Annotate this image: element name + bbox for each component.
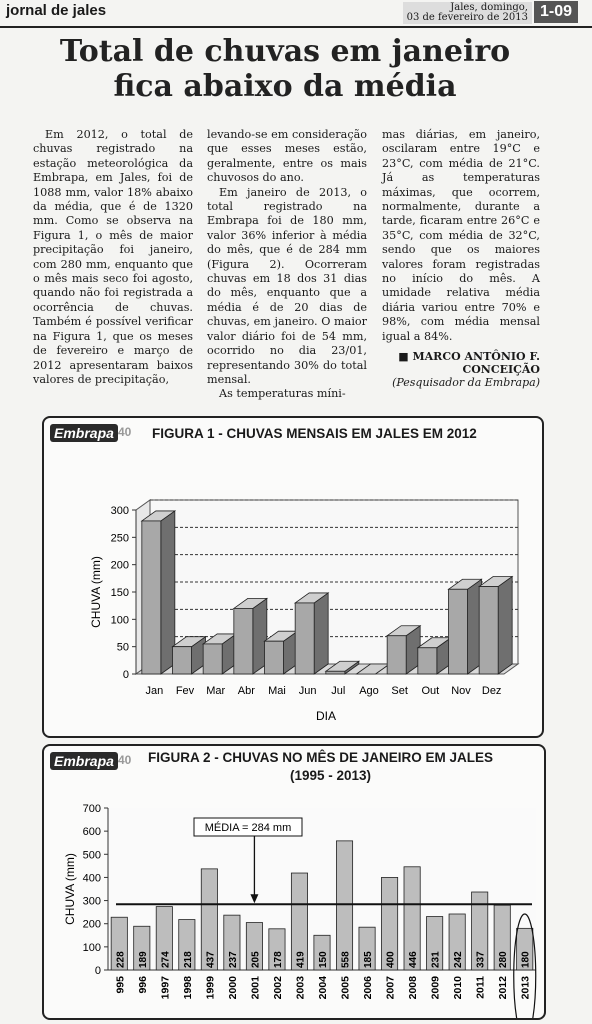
chart2-x-tick-label: 2000: [226, 976, 239, 1000]
chart2-data-label: 218: [182, 951, 194, 968]
chart1-x-tick-label: Dez: [481, 685, 502, 697]
chart2-x-tick-label: 2006: [362, 976, 375, 1000]
article-column-2: [207, 128, 367, 402]
chart2-x-tick-label: 1998: [181, 976, 194, 1000]
chart2-x-tick-label: 2005: [339, 976, 352, 1000]
chart1-x-tick-label: Set: [391, 685, 408, 697]
chart1-x-tick-label: Mar: [206, 685, 226, 697]
chart2-y-tick-label: 700: [82, 803, 101, 815]
header-date-line1: Jales, domingo,: [450, 2, 528, 13]
chart1-x-tick-label: Jul: [331, 685, 346, 697]
chart2-x-tick-label: 996: [136, 976, 149, 994]
chart2-x-tick-label: 2012: [497, 976, 510, 1000]
chart2-data-label: 280: [498, 951, 510, 968]
chart2-x-tick-label: 2004: [317, 976, 329, 1000]
chart1-x-tick-label: Fev: [175, 685, 195, 697]
embrapa-40-badge: 40: [118, 425, 132, 439]
chart1-bar: [203, 644, 222, 674]
chart1-y-axis-label: CHUVA (mm): [89, 556, 103, 628]
chart1-y-tick-label: 250: [110, 532, 129, 545]
chart1-bar: [387, 636, 406, 674]
chart2-x-tick-label: 1997: [159, 976, 172, 1000]
chart2-x-tick-label: 2003: [294, 976, 307, 1000]
column-2-paragraph-3: As temperaturas míni-: [219, 387, 346, 401]
chart1-bar: [264, 641, 283, 674]
article-column-3: [382, 128, 540, 391]
chart1-bar: [142, 521, 161, 674]
header-date: [403, 2, 532, 24]
chart2-data-label: 231: [430, 951, 442, 968]
chart1-bar: [418, 648, 437, 674]
chart2-y-tick-label: 0: [94, 965, 101, 977]
chart2-x-tick-label: 2007: [384, 976, 397, 1000]
chart2-data-label: 337: [475, 951, 487, 968]
chart2-y-tick-label: 300: [82, 895, 101, 908]
chart2-x-tick-label: 2001: [249, 976, 262, 1000]
chart1-y-tick-label: 200: [110, 559, 129, 572]
column-2-paragraph-2: Em janeiro de 2013, o total registrado na Embrapa foi de 180 mm, valor 36% inferior à média do mês, que é de 284 mm (Figura 2). Ocorreram chuvas em 18 dos 31 dias do mês, enquanto que a média é de 20 dias de chuvas, em janeiro. O maior valor diário foi de 54 mm, ocorrido no dia 23/01, representando 30% do total mensal.: [207, 185, 367, 386]
chart1-x-tick-label: Mai: [268, 685, 286, 697]
figure-2: [42, 744, 546, 1020]
figure-1-chart: [44, 418, 542, 736]
chart2-x-tick-label: 995: [114, 976, 127, 994]
chart2-data-label: 150: [318, 951, 329, 968]
chart2-data-label: 419: [295, 951, 307, 968]
chart2-x-tick-label: 2011: [474, 976, 487, 999]
newspaper-header: [0, 0, 592, 28]
chart2-y-tick-label: 100: [82, 941, 101, 954]
chart2-bar: [336, 841, 352, 970]
chart2-y-tick-label: 600: [82, 826, 101, 839]
chart2-y-axis-label: CHUVA (mm): [63, 853, 77, 925]
header-date-line2: 03 de fevereiro de 2013: [406, 12, 528, 23]
figure-2-subtitle: (1995 - 2013): [290, 768, 372, 783]
author-role: (Pesquisador da Embrapa): [392, 376, 540, 390]
chart2-mean-label: MÉDIA = 284 mm: [204, 822, 292, 834]
chart1-bar-side: [314, 593, 328, 674]
chart1-x-tick-label: Out: [421, 685, 440, 697]
figure-2-chart: [44, 746, 544, 1018]
chart1-x-tick-label: Abr: [237, 685, 255, 697]
chart2-x-tick-label: 2010: [452, 976, 465, 1000]
chart2-data-label: 185: [363, 951, 375, 968]
chart2-data-label: 400: [385, 951, 397, 968]
chart1-bar: [479, 587, 498, 674]
chart1-y-tick-label: 100: [110, 614, 129, 627]
chart2-x-tick-label: 2013: [519, 976, 532, 1000]
chart1-x-tick-label: Nov: [451, 685, 471, 697]
chart1-y-tick-label: 0: [122, 669, 129, 681]
chart1-x-tick-label: Jan: [145, 685, 164, 697]
chart1-y-tick-label: 50: [116, 641, 129, 654]
figure-1-title: FIGURA 1 - CHUVAS MENSAIS EM JALES EM 2012: [152, 426, 477, 441]
embrapa-logo: Embrapa: [50, 752, 118, 770]
embrapa-logo: Embrapa: [50, 424, 118, 442]
chart1-bar: [448, 589, 467, 674]
chart1-x-tick-label: Jun: [298, 685, 317, 697]
article-column-1: [33, 128, 193, 387]
chart2-data-label: 558: [340, 951, 352, 968]
chart2-data-label: 178: [272, 951, 284, 968]
chart2-data-label: 228: [115, 951, 127, 968]
chart1-bar: [326, 671, 345, 674]
chart2-data-label: 242: [453, 951, 465, 968]
chart2-x-tick-label: 1999: [204, 976, 217, 1000]
article-title: Total de chuvas em janeiro fica abaixo da média: [59, 34, 511, 104]
chart1-y-tick-label: 300: [110, 505, 129, 517]
chart1-x-axis-label: DIA: [315, 709, 337, 723]
chart2-data-label: 437: [205, 951, 217, 968]
chart1-bar: [234, 608, 253, 674]
author-name: ■ MARCO ANTÔNIO F. CONCEIÇÃO: [398, 350, 540, 377]
chart2-data-label: 274: [160, 951, 172, 968]
figure-2-title: FIGURA 2 - CHUVAS NO MÊS DE JANEIRO EM JALES: [148, 750, 494, 765]
chart1-bar: [172, 647, 191, 674]
chart1-x-tick-label: Ago: [359, 685, 379, 697]
chart1-y-tick-label: 150: [110, 587, 129, 599]
column-1-text: Em 2012, o total de chuvas registrado na estação meteorológica da Embrapa, em Jales, foi de 1088 mm, valor 18% abaixo da média, que é de 1320 mm. Como se observa na Figura 1, o mês de maior precipitação foi janeiro, com 280 mm, enquanto que o mês mais seco foi agosto, quando não foi registrada a ocorrência de chuvas. Também é possível verificar na Figura 1, que os meses de fevereiro e março de 2012 apresentaram baixos valores de precipitação,: [33, 128, 193, 386]
chart2-x-tick-label: 2008: [407, 976, 420, 1000]
chart2-y-tick-label: 200: [82, 918, 101, 931]
chart1-bar-side: [498, 577, 512, 674]
chart2-x-tick-label: 2009: [429, 976, 442, 1000]
column-2-paragraph-1: levando-se em consideração que esses meses estão, geralmente, entre os mais chuvosos do ano.: [207, 128, 367, 185]
embrapa-40-badge: 40: [118, 753, 132, 767]
chart2-data-label: 446: [408, 951, 420, 968]
chart2-x-tick-label: 2002: [271, 976, 284, 1000]
chart1-bar: [295, 603, 314, 674]
chart2-data-label: 180: [520, 951, 532, 968]
page-number: 1-09: [534, 1, 578, 23]
figure-1: [42, 416, 544, 738]
chart2-y-tick-label: 400: [82, 872, 101, 885]
chart2-data-label: 205: [250, 951, 262, 968]
chart2-data-label: 237: [227, 951, 239, 968]
column-3-text: mas diárias, em janeiro, oscilaram entre 19°C e 23°C, com média de 21°C. Já as temperaturas máximas, que ocorrem, normalmente, durante a tarde, ficaram entre 26°C e 35°C, com média de 32°C, sendo que os maiores valores foram registradas no início do mês. A umidade relativa média diária variou entre 70% e 98%, com média mensal igual a 84%.: [382, 128, 540, 343]
chart2-data-label: 189: [137, 951, 149, 968]
newspaper-name: jornal de jales: [6, 2, 107, 19]
chart2-y-tick-label: 500: [82, 849, 101, 862]
